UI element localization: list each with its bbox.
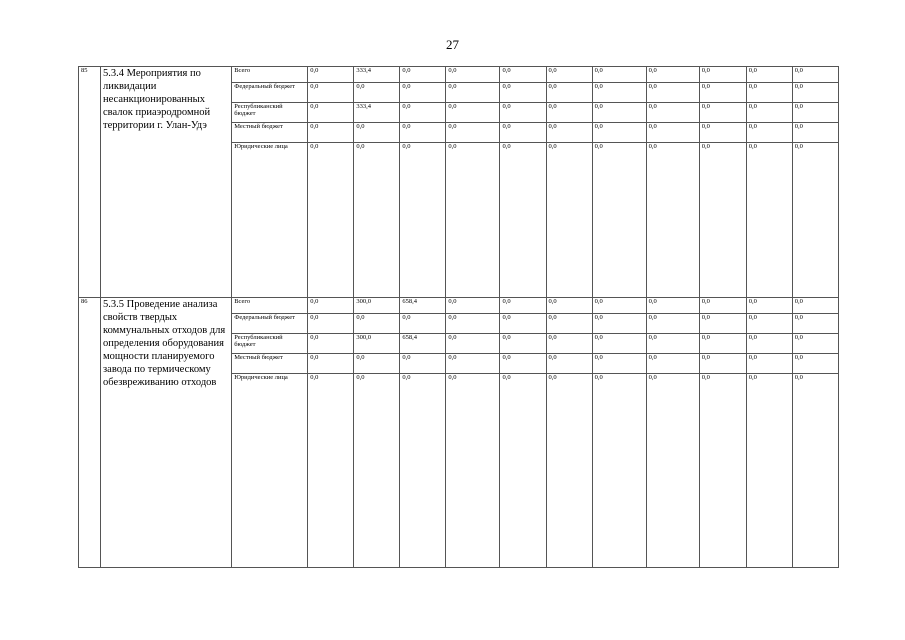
funding-value: 0,0 — [592, 123, 646, 143]
funding-value: 0,0 — [446, 67, 500, 83]
funding-value: 0,0 — [792, 123, 838, 143]
funding-value: 0,0 — [354, 83, 400, 103]
funding-value: 0,0 — [746, 67, 792, 83]
funding-value: 0,0 — [354, 143, 400, 298]
activity-name: 5.3.4 Мероприятия по ликвидации несанкционированных свалок приаэродромной территории г. Улан-Удэ — [101, 67, 232, 298]
funding-value: 0,0 — [746, 83, 792, 103]
funding-source: Юридические лица — [232, 143, 308, 298]
funding-value: 0,0 — [646, 123, 699, 143]
funding-value: 0,0 — [446, 123, 500, 143]
funding-value: 0,0 — [546, 123, 592, 143]
funding-value: 0,0 — [699, 334, 746, 354]
row-number: 86 — [79, 298, 101, 568]
funding-value: 0,0 — [646, 298, 699, 314]
funding-value: 0,0 — [308, 354, 354, 374]
funding-value: 0,0 — [500, 67, 546, 83]
funding-value: 0,0 — [592, 314, 646, 334]
funding-value: 0,0 — [646, 83, 699, 103]
funding-value: 0,0 — [400, 67, 446, 83]
funding-source: Местный бюджет — [232, 354, 308, 374]
funding-value: 0,0 — [746, 143, 792, 298]
funding-value: 0,0 — [699, 354, 746, 374]
funding-value: 0,0 — [792, 354, 838, 374]
funding-source: Местный бюджет — [232, 123, 308, 143]
funding-value: 0,0 — [446, 143, 500, 298]
activity-name: 5.3.5 Проведение анализа свойств твердых коммунальных отходов для определения оборудования мощности планируемого завода по термическому обезвреживанию отходов — [101, 298, 232, 568]
funding-source: Республиканский бюджет — [232, 334, 308, 354]
funding-value: 0,0 — [400, 354, 446, 374]
funding-value: 0,0 — [546, 374, 592, 568]
funding-value: 0,0 — [308, 67, 354, 83]
funding-value: 0,0 — [546, 298, 592, 314]
funding-value: 0,0 — [546, 83, 592, 103]
funding-value: 0,0 — [354, 314, 400, 334]
funding-value: 0,0 — [308, 374, 354, 568]
funding-value: 333,4 — [354, 67, 400, 83]
budget-table — [78, 66, 839, 568]
funding-value: 0,0 — [746, 298, 792, 314]
funding-value: 658,4 — [400, 334, 446, 354]
funding-value: 0,0 — [792, 374, 838, 568]
page-number: 27 — [446, 37, 459, 52]
funding-source: Всего — [232, 298, 308, 314]
funding-value: 0,0 — [354, 123, 400, 143]
funding-value: 0,0 — [446, 374, 500, 568]
funding-value: 0,0 — [446, 314, 500, 334]
row-number: 85 — [79, 67, 101, 298]
funding-value: 0,0 — [699, 83, 746, 103]
funding-value: 0,0 — [308, 123, 354, 143]
funding-value: 0,0 — [792, 83, 838, 103]
funding-value: 0,0 — [592, 143, 646, 298]
table-body — [79, 67, 839, 568]
funding-value: 0,0 — [500, 314, 546, 334]
funding-value: 300,0 — [354, 334, 400, 354]
funding-value: 0,0 — [746, 123, 792, 143]
funding-source: Юридические лица — [232, 374, 308, 568]
funding-value: 0,0 — [699, 374, 746, 568]
funding-value: 0,0 — [308, 143, 354, 298]
funding-value: 0,0 — [446, 103, 500, 123]
funding-value: 0,0 — [646, 374, 699, 568]
funding-value: 0,0 — [646, 103, 699, 123]
funding-value: 0,0 — [546, 103, 592, 123]
funding-value: 0,0 — [746, 374, 792, 568]
table-row — [79, 298, 839, 314]
funding-value: 0,0 — [699, 123, 746, 143]
funding-value: 333,4 — [354, 103, 400, 123]
funding-value: 0,0 — [792, 334, 838, 354]
funding-value: 0,0 — [354, 374, 400, 568]
funding-value: 0,0 — [400, 83, 446, 103]
funding-value: 658,4 — [400, 298, 446, 314]
funding-value: 0,0 — [792, 143, 838, 298]
funding-value: 0,0 — [592, 334, 646, 354]
table-row — [79, 67, 839, 83]
funding-value: 0,0 — [500, 123, 546, 143]
funding-value: 0,0 — [792, 314, 838, 334]
funding-value: 0,0 — [500, 374, 546, 568]
funding-value: 0,0 — [699, 103, 746, 123]
funding-value: 0,0 — [646, 354, 699, 374]
funding-value: 0,0 — [354, 354, 400, 374]
funding-value: 300,0 — [354, 298, 400, 314]
funding-value: 0,0 — [308, 103, 354, 123]
funding-value: 0,0 — [500, 354, 546, 374]
funding-value: 0,0 — [646, 334, 699, 354]
funding-value: 0,0 — [746, 314, 792, 334]
funding-value: 0,0 — [400, 314, 446, 334]
funding-value: 0,0 — [308, 298, 354, 314]
funding-value: 0,0 — [699, 67, 746, 83]
funding-value: 0,0 — [446, 334, 500, 354]
funding-value: 0,0 — [308, 334, 354, 354]
funding-value: 0,0 — [446, 354, 500, 374]
funding-value: 0,0 — [746, 103, 792, 123]
funding-value: 0,0 — [699, 143, 746, 298]
funding-value: 0,0 — [792, 103, 838, 123]
funding-value: 0,0 — [546, 314, 592, 334]
funding-source: Федеральный бюджет — [232, 314, 308, 334]
funding-value: 0,0 — [792, 67, 838, 83]
funding-value: 0,0 — [400, 123, 446, 143]
funding-value: 0,0 — [546, 354, 592, 374]
funding-value: 0,0 — [308, 83, 354, 103]
funding-value: 0,0 — [446, 83, 500, 103]
funding-value: 0,0 — [546, 67, 592, 83]
funding-value: 0,0 — [592, 354, 646, 374]
funding-source: Республиканский бюджет — [232, 103, 308, 123]
funding-source: Всего — [232, 67, 308, 83]
funding-value: 0,0 — [646, 143, 699, 298]
funding-source: Федеральный бюджет — [232, 83, 308, 103]
funding-value: 0,0 — [446, 298, 500, 314]
funding-value: 0,0 — [546, 334, 592, 354]
funding-value: 0,0 — [500, 83, 546, 103]
funding-value: 0,0 — [592, 67, 646, 83]
funding-value: 0,0 — [699, 298, 746, 314]
funding-value: 0,0 — [792, 298, 838, 314]
funding-value: 0,0 — [592, 298, 646, 314]
funding-value: 0,0 — [500, 143, 546, 298]
funding-value: 0,0 — [746, 354, 792, 374]
funding-value: 0,0 — [400, 374, 446, 568]
funding-value: 0,0 — [592, 83, 646, 103]
funding-value: 0,0 — [592, 103, 646, 123]
funding-value: 0,0 — [699, 314, 746, 334]
funding-value: 0,0 — [400, 103, 446, 123]
funding-value: 0,0 — [646, 67, 699, 83]
funding-value: 0,0 — [592, 374, 646, 568]
funding-value: 0,0 — [746, 334, 792, 354]
funding-value: 0,0 — [400, 143, 446, 298]
funding-value: 0,0 — [646, 314, 699, 334]
funding-value: 0,0 — [500, 103, 546, 123]
funding-value: 0,0 — [308, 314, 354, 334]
funding-value: 0,0 — [546, 143, 592, 298]
funding-value: 0,0 — [500, 334, 546, 354]
funding-value: 0,0 — [500, 298, 546, 314]
